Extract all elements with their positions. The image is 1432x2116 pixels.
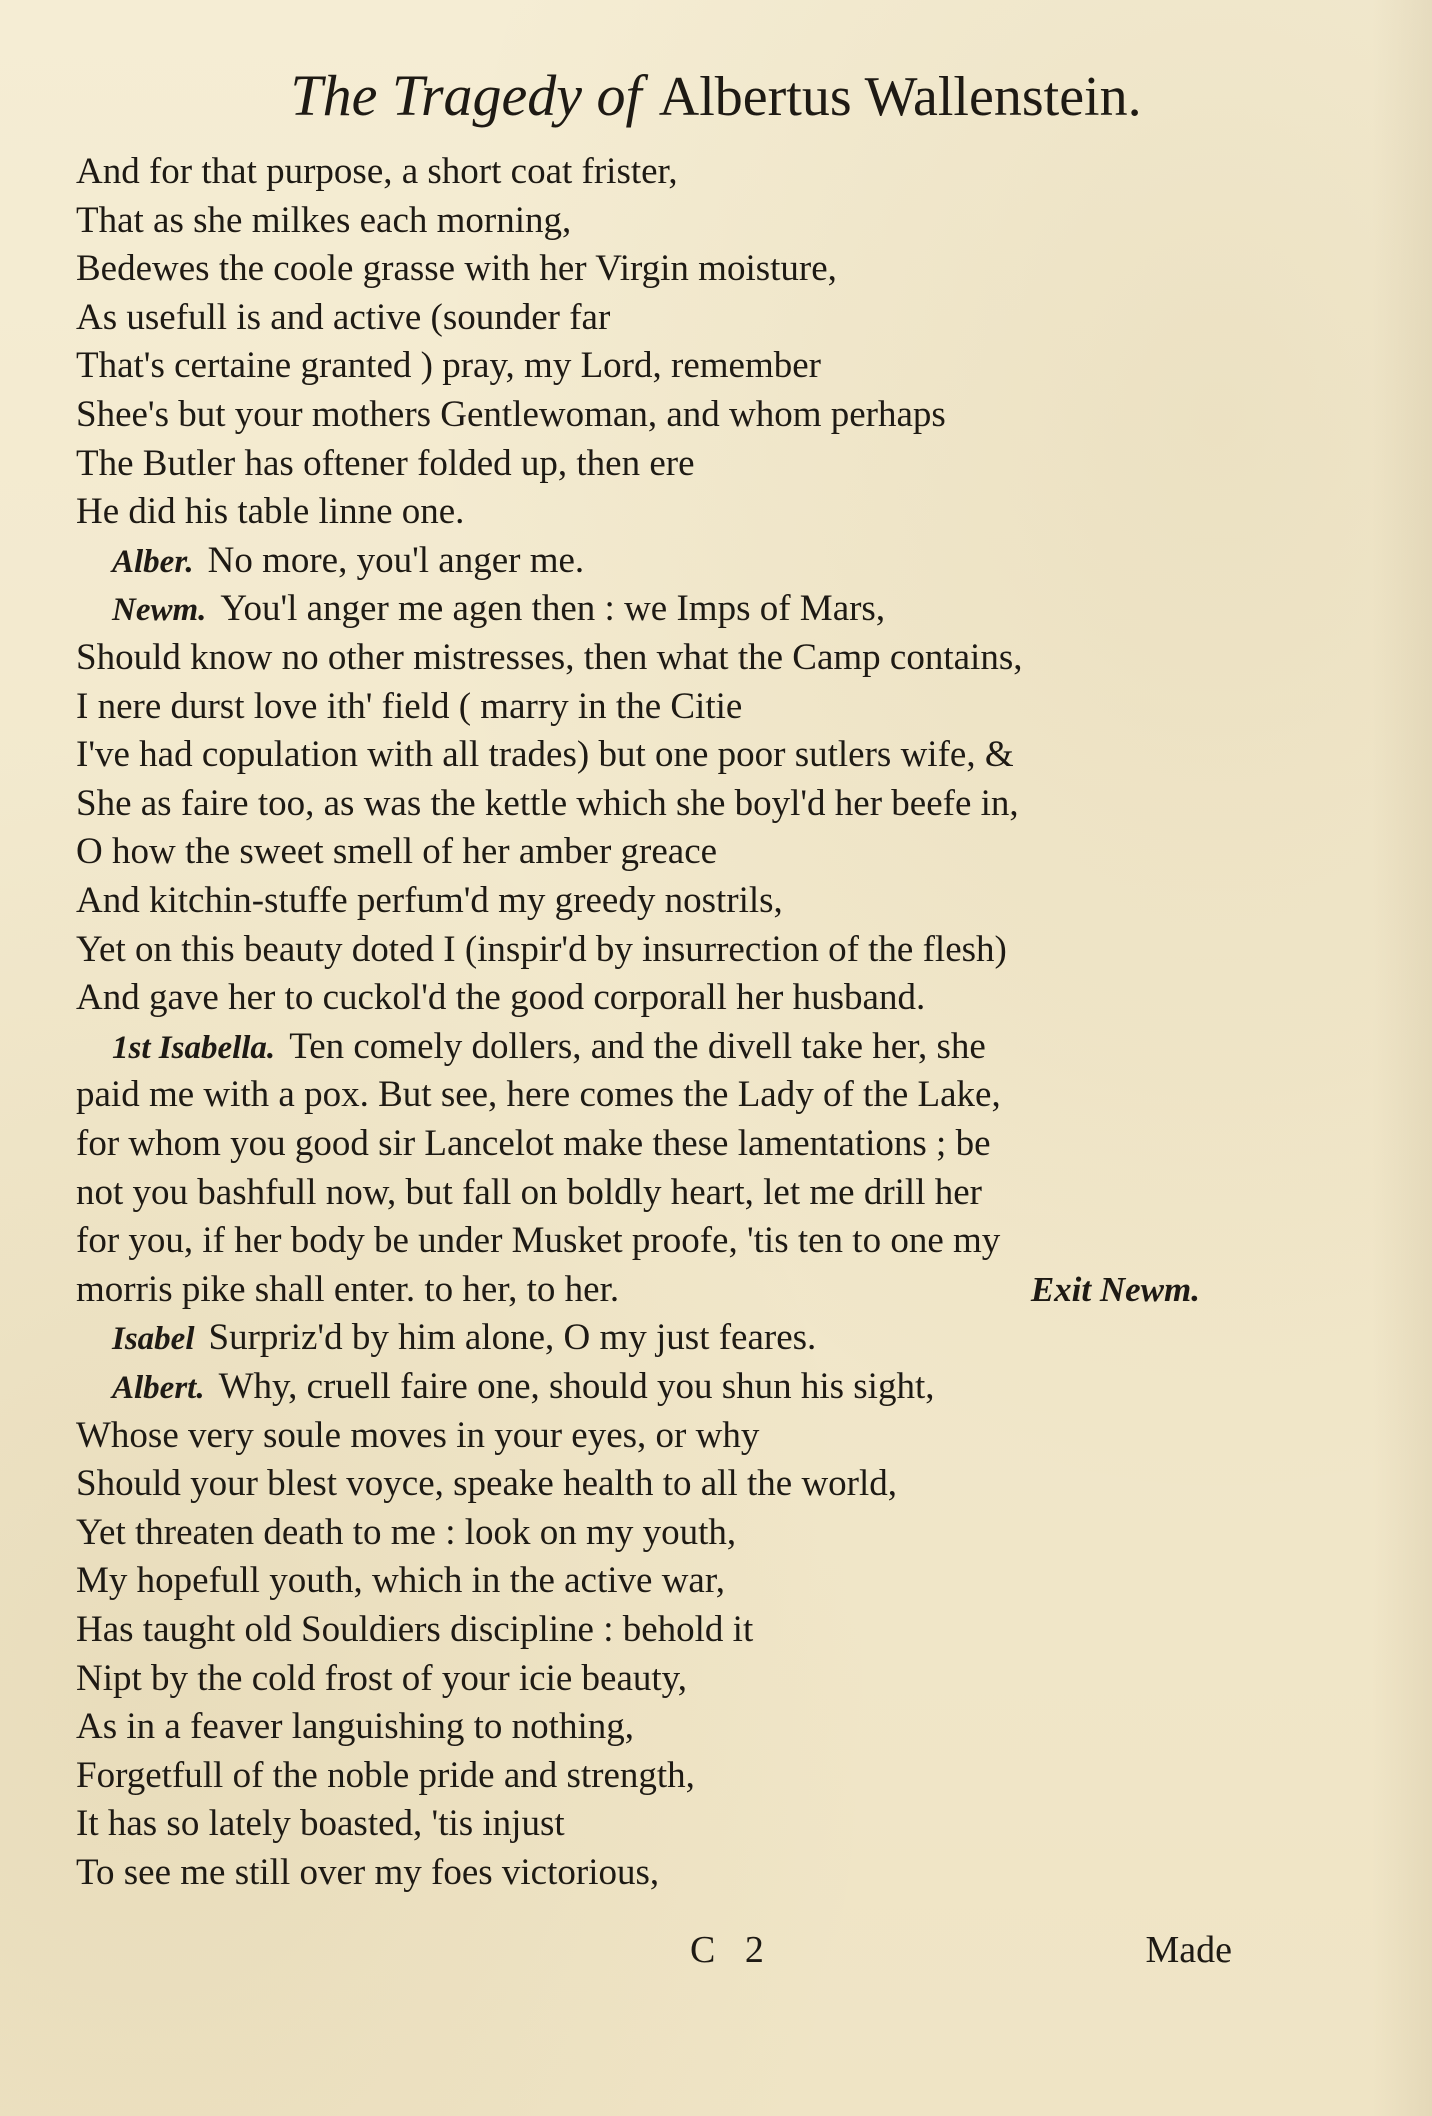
text-line bbox=[76, 1169, 982, 1217]
speaker-name: Alber. bbox=[112, 543, 194, 580]
line-text: And for that purpose, a short coat frister, bbox=[76, 151, 678, 192]
text-line bbox=[76, 926, 1007, 974]
page-footer bbox=[0, 1920, 1432, 1980]
text-line bbox=[76, 245, 837, 293]
line-text: I've had copulation with all trades) but one poor sutlers wife, & bbox=[76, 734, 1014, 776]
line-text: Forgetfull of the noble pride and strength, bbox=[76, 1754, 695, 1796]
speaker-name: Newm. bbox=[112, 592, 207, 629]
running-title bbox=[0, 58, 1432, 135]
text-line bbox=[76, 1412, 759, 1460]
text-line bbox=[112, 1363, 935, 1411]
line-text: Should your blest voyce, speake health to all the world, bbox=[76, 1463, 898, 1505]
stage-direction: Exit Newm. bbox=[1030, 1269, 1200, 1309]
text-line bbox=[76, 1849, 659, 1897]
line-text: paid me with a pox. But see, here comes the Lady of the Lake, bbox=[76, 1074, 1001, 1116]
text-line bbox=[112, 537, 584, 585]
running-title-roman: Albertus Wallenstein. bbox=[658, 66, 1142, 128]
line-text: Should know no other mistresses, then what the Camp contains, bbox=[76, 637, 1023, 678]
line-text: Yet threaten death to me : look on my youth, bbox=[76, 1511, 737, 1553]
line-text: I nere durst love ith' field ( marry in the Citie bbox=[76, 685, 743, 727]
line-text: Nipt by the cold frost of your icie beauty, bbox=[76, 1657, 688, 1699]
signature-mark: C 2 bbox=[690, 1929, 774, 1971]
text-line bbox=[76, 974, 925, 1022]
catchword: Made bbox=[1145, 1929, 1232, 1971]
text-line bbox=[76, 1606, 753, 1654]
text-line bbox=[76, 197, 571, 245]
line-text: To see me still over my foes victorious, bbox=[76, 1852, 660, 1893]
text-line bbox=[76, 1460, 897, 1508]
line-text: And gave her to cuckol'd the good corporall her husband. bbox=[76, 977, 926, 1019]
text-line bbox=[76, 1703, 634, 1751]
line-text: for whom you good sir Lancelot make these lamentations ; be bbox=[76, 1123, 991, 1164]
line-text: morris pike shall enter. to her, to her. bbox=[76, 1268, 620, 1310]
line-text: Surpriz'd by him alone, O my just feares. bbox=[208, 1317, 817, 1359]
line-text: As in a feaver languishing to nothing, bbox=[76, 1706, 634, 1748]
line-text: Shee's but your mothers Gentlewoman, and whom perhaps bbox=[76, 394, 946, 435]
line-text: You'l anger me agen then : we Imps of Mars, bbox=[220, 588, 886, 630]
speaker-name: Albert. bbox=[112, 1370, 205, 1406]
line-text: Ten comely dollers, and the divell take her, she bbox=[289, 1025, 986, 1067]
text-line bbox=[76, 1752, 695, 1800]
line-text: Whose very soule moves in your eyes, or why bbox=[76, 1414, 760, 1456]
line-text: And kitchin-stuffe perfum'd my greedy nostrils, bbox=[76, 880, 783, 921]
line-text: O how the sweet smell of her amber greace bbox=[76, 831, 718, 873]
text-line bbox=[76, 148, 678, 196]
text-line bbox=[76, 1071, 1001, 1119]
text-line bbox=[112, 1023, 986, 1071]
text-line bbox=[76, 1266, 619, 1314]
line-text: Has taught old Souldiers discipline : behold it bbox=[76, 1609, 754, 1650]
text-line bbox=[76, 391, 946, 439]
line-text: That's certaine granted ) pray, my Lord, remember bbox=[76, 345, 821, 387]
running-title-italic: The Tragedy of bbox=[290, 63, 642, 128]
text-line bbox=[76, 1120, 991, 1168]
text-line bbox=[76, 1557, 725, 1605]
line-text: That as she milkes each morning, bbox=[76, 199, 572, 241]
text-line bbox=[76, 488, 464, 536]
text-line bbox=[76, 1800, 565, 1848]
page-edge-shadow bbox=[1372, 0, 1432, 2116]
text-line bbox=[76, 1655, 687, 1703]
text-line bbox=[76, 683, 742, 731]
text-line bbox=[76, 877, 783, 925]
speaker-name: 1st Isabella. bbox=[112, 1029, 276, 1066]
text-line bbox=[76, 342, 821, 390]
line-text: not you bashfull now, but fall on boldly heart, let me drill her bbox=[76, 1171, 982, 1213]
line-text: No more, you'l anger me. bbox=[207, 539, 585, 581]
text-line bbox=[76, 731, 1014, 779]
line-text: Yet on this beauty doted I (inspir'd by insurrection of the flesh) bbox=[76, 928, 1007, 970]
text-line bbox=[112, 1314, 816, 1362]
text-line bbox=[76, 1509, 736, 1557]
line-text: Why, cruell faire one, should you shun his sight, bbox=[218, 1366, 935, 1407]
text-line bbox=[76, 440, 695, 488]
line-text: Bedewes the coole grasse with her Virgin moisture, bbox=[76, 248, 837, 290]
text-line bbox=[76, 1217, 1000, 1265]
line-text: He did his table linne one. bbox=[76, 491, 465, 533]
line-text: My hopefull youth, which in the active war, bbox=[76, 1560, 725, 1602]
line-text: It has so lately boasted, 'tis injust bbox=[76, 1803, 565, 1845]
line-text: She as faire too, as was the kettle which she boyl'd her beefe in, bbox=[76, 782, 1019, 824]
text-line bbox=[76, 828, 717, 876]
text-line bbox=[76, 780, 1019, 828]
text-line bbox=[76, 294, 610, 342]
line-text: for you, if her body be under Musket proofe, 'tis ten to one my bbox=[76, 1220, 1001, 1262]
line-text: The Butler has oftener folded up, then ere bbox=[76, 442, 695, 484]
speaker-name: Isabel bbox=[112, 1321, 195, 1358]
text-line bbox=[112, 585, 885, 633]
line-text: As usefull is and active (sounder far bbox=[76, 296, 611, 338]
text-line bbox=[76, 634, 1022, 682]
